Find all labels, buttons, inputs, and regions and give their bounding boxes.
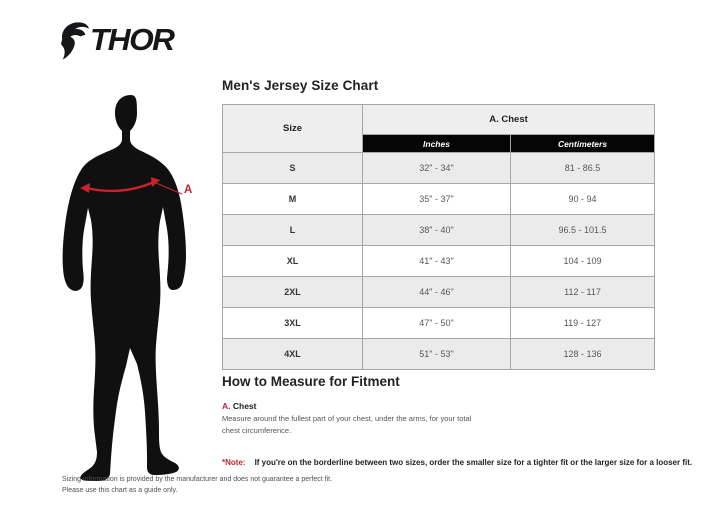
centimeters-cell: 81 - 86.5 <box>511 153 655 184</box>
size-table <box>222 104 655 370</box>
disclaimer-line-2: Please use this chart as a guide only. <box>62 487 178 495</box>
col-header-inches: Inches <box>363 135 511 153</box>
centimeters-cell: 90 - 94 <box>511 184 655 215</box>
disclaimer-line-1: Sizing information is provided by the manufacturer and does not guarantee a perfect fit. <box>62 476 333 483</box>
sizing-note <box>222 458 692 467</box>
centimeters-cell: 128 - 136 <box>511 339 655 370</box>
table-row <box>223 339 655 370</box>
thor-helmet-icon <box>59 20 90 62</box>
disclaimer-text <box>62 474 332 496</box>
measure-section-title: How to Measure for Fitment <box>222 374 400 389</box>
col-header-chest: A. Chest <box>363 105 655 135</box>
centimeters-cell: 112 - 117 <box>511 277 655 308</box>
table-header-row <box>223 105 655 135</box>
centimeters-cell: 104 - 109 <box>511 246 655 277</box>
chart-title: Men's Jersey Size Chart <box>222 78 379 93</box>
inches-cell: 41" - 43" <box>363 246 511 277</box>
col-header-centimeters: Centimeters <box>511 135 655 153</box>
note-label: *Note: <box>222 458 246 467</box>
centimeters-cell: 119 - 127 <box>511 308 655 339</box>
table-row <box>223 308 655 339</box>
measure-item-heading <box>222 401 474 411</box>
inches-cell: 47" - 50" <box>363 308 511 339</box>
table-row <box>223 246 655 277</box>
size-table-body <box>223 153 655 370</box>
thor-logo <box>59 20 172 62</box>
size-cell: M <box>223 184 363 215</box>
inches-cell: 35" - 37" <box>363 184 511 215</box>
table-row <box>223 153 655 184</box>
size-cell: 3XL <box>223 308 363 339</box>
body-silhouette <box>55 90 205 485</box>
inches-cell: 32" - 34" <box>363 153 511 184</box>
size-cell: S <box>223 153 363 184</box>
measure-item-key: A. <box>222 401 231 411</box>
inches-cell: 44" - 46" <box>363 277 511 308</box>
table-row <box>223 277 655 308</box>
centimeters-cell: 96.5 - 101.5 <box>511 215 655 246</box>
measure-item-chest <box>222 401 474 436</box>
size-cell: XL <box>223 246 363 277</box>
table-row <box>223 215 655 246</box>
inches-cell: 38" - 40" <box>363 215 511 246</box>
size-cell: 2XL <box>223 277 363 308</box>
note-text: If you're on the borderline between two sizes, order the smaller size for a tighter fit or the larger size for a looser fit. <box>254 458 693 467</box>
inches-cell: 51" - 53" <box>363 339 511 370</box>
size-cell: L <box>223 215 363 246</box>
thor-logo-text: THOR <box>90 22 174 57</box>
male-silhouette-graphic <box>55 90 205 485</box>
size-cell: 4XL <box>223 339 363 370</box>
measure-item-description: Measure around the fullest part of your chest, under the arms, for your total chest circumference. <box>222 414 472 435</box>
col-header-size: Size <box>223 105 363 153</box>
table-row <box>223 184 655 215</box>
male-silhouette-shape <box>63 95 186 481</box>
measure-item-name: Chest <box>232 401 257 411</box>
measurement-label-a: A <box>184 184 193 196</box>
